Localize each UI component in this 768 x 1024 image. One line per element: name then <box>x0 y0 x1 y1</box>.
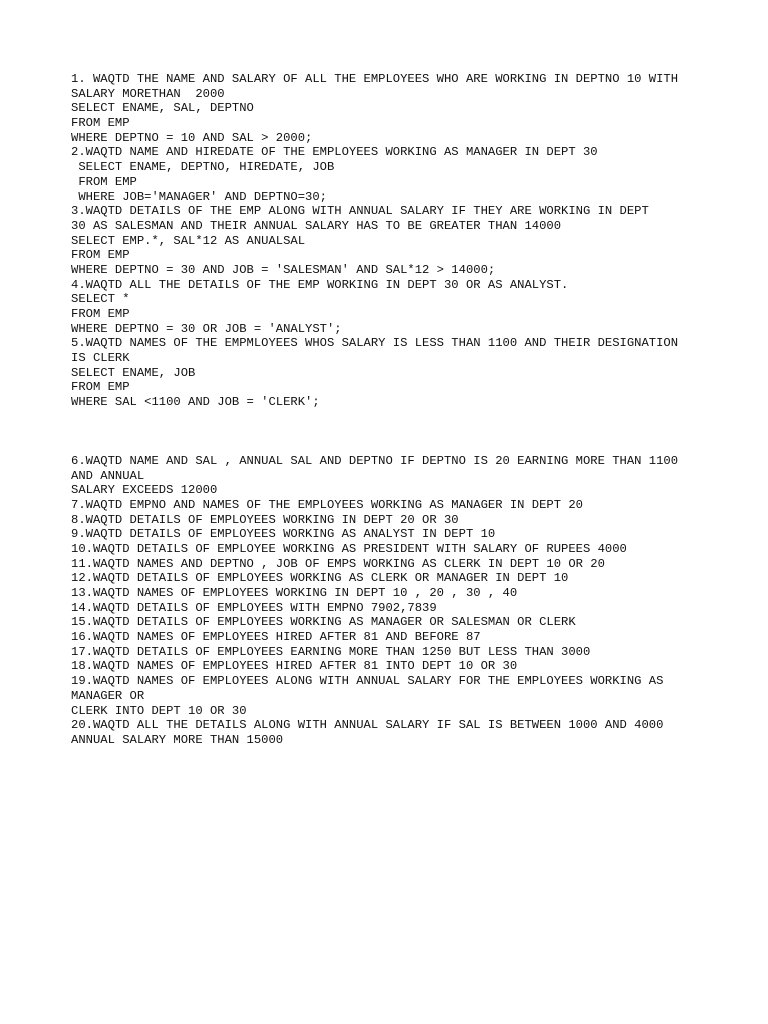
text-line: SELECT ENAME, JOB <box>71 365 196 380</box>
text-line: 15.WAQTD DETAILS OF EMPLOYEES WORKING AS MANAGER OR SALESMAN OR CLERK <box>71 615 576 630</box>
text-line: SELECT ENAME, DEPTNO, HIREDATE, JOB <box>71 160 335 175</box>
text-line: 10.WAQTD DETAILS OF EMPLOYEE WORKING AS PRESIDENT WITH SALARY OF RUPEES 4000 <box>71 541 627 556</box>
section-spacer <box>71 410 711 454</box>
text-line: 9.WAQTD DETAILS OF EMPLOYEES WORKING AS ANALYST IN DEPT 10 <box>71 527 496 542</box>
text-line: 1. WAQTD THE NAME AND SALARY OF ALL THE EMPLOYEES WHO ARE WORKING IN DEPTNO 10 WITH <box>71 72 679 86</box>
text-line: WHERE SAL <1100 AND JOB = 'CLERK'; <box>71 395 320 410</box>
text-line: WHERE JOB='MANAGER' AND DEPTNO=30; <box>71 189 327 204</box>
text-line: 4.WAQTD ALL THE DETAILS OF THE EMP WORKING IN DEPT 30 OR AS ANALYST. <box>71 277 569 292</box>
text-line: WHERE DEPTNO = 30 AND JOB = 'SALESMAN' AND SAL*12 > 14000; <box>71 262 496 277</box>
text-line: FROM EMP <box>71 174 137 189</box>
text-line: MANAGER OR <box>71 688 145 703</box>
text-line: FROM EMP <box>71 307 130 321</box>
text-line: SALARY EXCEEDS 12000 <box>71 483 218 498</box>
text-line: 17.WAQTD DETAILS OF EMPLOYEES EARNING MORE THAN 1250 BUT LESS THAN 3000 <box>71 644 591 659</box>
text-line: ANNUAL SALARY MORE THAN 15000 <box>71 732 284 747</box>
text-line: 18.WAQTD NAMES OF EMPLOYEES HIRED AFTER 81 INTO DEPT 10 OR 30 <box>71 659 518 674</box>
text-line: WHERE DEPTNO = 30 OR JOB = 'ANALYST'; <box>71 321 342 336</box>
text-line: FROM EMP <box>71 380 130 395</box>
practice-questions-section <box>71 454 711 748</box>
text-line: AND ANNUAL <box>71 468 145 483</box>
text-line: 16.WAQTD NAMES OF EMPLOYEES HIRED AFTER 81 AND BEFORE 87 <box>71 630 481 645</box>
text-line: CLERK INTO DEPT 10 OR 30 <box>71 703 247 718</box>
solved-queries-section <box>71 72 711 410</box>
text-line: 30 AS SALESMAN AND THEIR ANNUAL SALARY HAS TO BE GREATER THAN 14000 <box>71 218 562 233</box>
text-line: 13.WAQTD NAMES OF EMPLOYEES WORKING IN DEPT 10 , 20 , 30 , 40 <box>71 586 518 600</box>
text-line: WHERE DEPTNO = 10 AND SAL > 2000; <box>71 130 313 145</box>
text-line: 3.WAQTD DETAILS OF THE EMP ALONG WITH ANNUAL SALARY IF THEY ARE WORKING IN DEPT <box>71 204 649 219</box>
text-line: 7.WAQTD EMPNO AND NAMES OF THE EMPLOYEES WORKING AS MANAGER IN DEPT 20 <box>71 497 583 512</box>
text-line: SALARY MORETHAN 2000 <box>71 86 225 101</box>
text-line: SELECT * <box>71 292 130 307</box>
text-line: IS CLERK <box>71 351 130 366</box>
text-line: 20.WAQTD ALL THE DETAILS ALONG WITH ANNUAL SALARY IF SAL IS BETWEEN 1000 AND 4000 <box>71 718 664 733</box>
text-line: SELECT ENAME, SAL, DEPTNO <box>71 101 254 116</box>
text-line: 2.WAQTD NAME AND HIREDATE OF THE EMPLOYEES WORKING AS MANAGER IN DEPT 30 <box>71 145 598 160</box>
text-line: 12.WAQTD DETAILS OF EMPLOYEES WORKING AS CLERK OR MANAGER IN DEPT 10 <box>71 571 569 586</box>
document-page <box>71 72 711 748</box>
text-line: 14.WAQTD DETAILS OF EMPLOYEES WITH EMPNO 7902,7839 <box>71 600 437 615</box>
text-line: 8.WAQTD DETAILS OF EMPLOYEES WORKING IN DEPT 20 OR 30 <box>71 512 459 527</box>
text-line: 19.WAQTD NAMES OF EMPLOYEES ALONG WITH ANNUAL SALARY FOR THE EMPLOYEES WORKING AS <box>71 674 664 689</box>
text-line: 11.WAQTD NAMES AND DEPTNO , JOB OF EMPS WORKING AS CLERK IN DEPT 10 OR 20 <box>71 556 605 571</box>
text-line: SELECT EMP.*, SAL*12 AS ANUALSAL <box>71 233 306 248</box>
text-line: FROM EMP <box>71 248 130 263</box>
text-line: FROM EMP <box>71 116 130 131</box>
text-line: 5.WAQTD NAMES OF THE EMPMLOYEES WHOS SALARY IS LESS THAN 1100 AND THEIR DESIGNATION <box>71 336 679 351</box>
text-line: 6.WAQTD NAME AND SAL , ANNUAL SAL AND DEPTNO IF DEPTNO IS 20 EARNING MORE THAN 1100 <box>71 453 679 468</box>
